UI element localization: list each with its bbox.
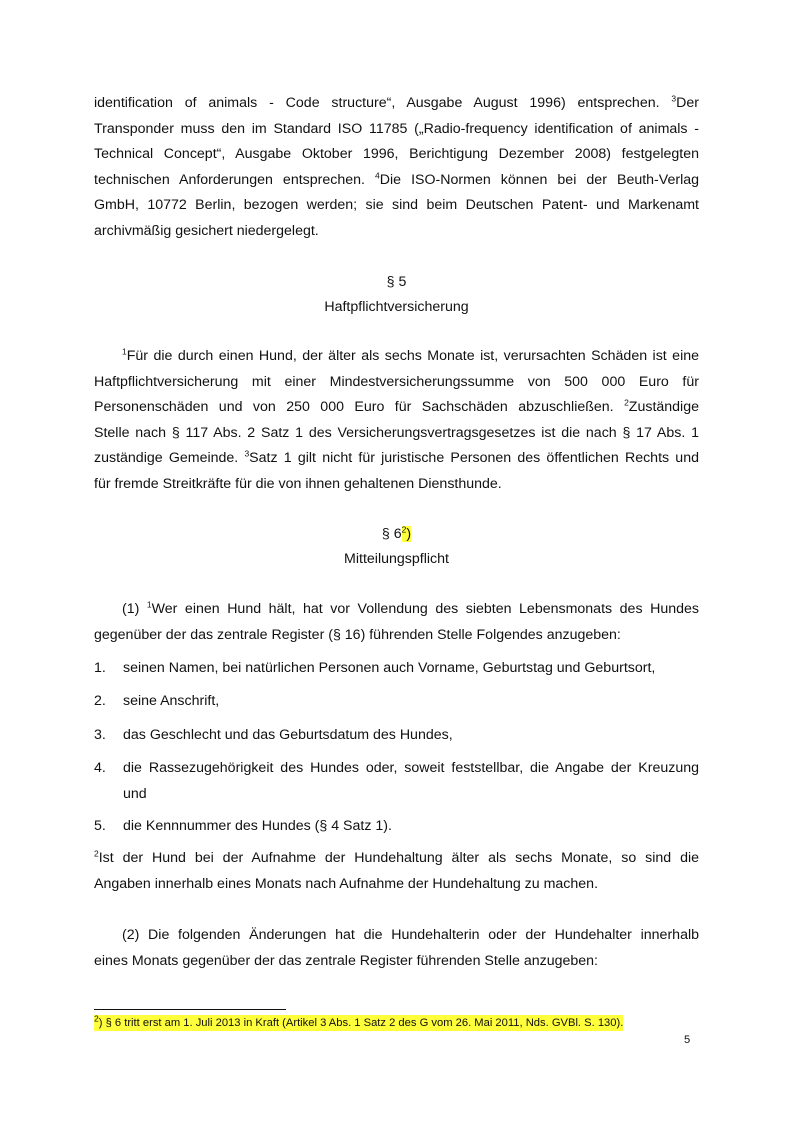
sec6-p1-line-2: gegenüber der das zentrale Register (§ 16) führenden Stelle Folgendes anzugeben: <box>94 626 621 643</box>
list-item-number: 5. <box>94 818 106 834</box>
intro-line-4-end: Die ISO-Normen können bei der Beuth-Verlag <box>379 171 700 188</box>
footnote-text: ) § 6 tritt erst am 1. Juli 2013 in Kraft (Artikel 3 Abs. 1 Satz 2 des G vom 26. Mai 2011, Nds. GVBl. S. 130). <box>98 1017 624 1029</box>
list-item-text: die Rassezugehörigkeit des Hundes oder, soweit feststellbar, die Angabe der Kreuzung <box>123 760 699 776</box>
intro-line-2: Transponder muss den im Standard ISO 11785 („Radio-frequency identification of animals - <box>94 120 699 137</box>
intro-line-6: archivmäßig gesichert niedergelegt. <box>94 222 319 239</box>
sentence-number: 2 <box>624 397 629 408</box>
sec6-p2-line-2: eines Monats gegenüber der das zentrale Register führenden Stelle anzugeben: <box>94 952 598 969</box>
footnote <box>94 1015 623 1031</box>
list-item-number: 1. <box>94 660 106 676</box>
sec6-s2-line-1: Ist der Hund bei der Aufnahme der Hundehaltung älter als sechs Monate, so sind die <box>98 850 699 866</box>
sec6-s2-line-2: Angaben innerhalb eines Monats nach Aufnahme der Hundehaltung zu machen. <box>94 875 599 892</box>
sec5-line-3-end: Zuständige <box>628 399 699 416</box>
intro-line-1-end: Der <box>676 95 699 111</box>
section-6-paragraph-1: (1) $^1$Wer einen Hund hält, hat vor Vollendung des siebten Lebensmonats des Hundes gegenüber der das zentrale Register (§ 16) führenden Stelle Folgendes anzugeben: <box>94 597 699 648</box>
intro-line-5: GmbH, 10772 Berlin, bezogen werden; sie sind beim Deutschen Patent- und Markenamt <box>94 197 699 214</box>
intro-line-4: technischen Anforderungen entsprechen. <box>94 171 376 188</box>
sec5-line-2: Haftpflichtversicherung mit einer Mindestversicherungssumme von 500 000 Euro für <box>94 373 699 390</box>
list-item-text: die Kennnummer des Hundes (§ 4 Satz 1). <box>123 818 392 834</box>
list-item-number: 2. <box>94 693 106 709</box>
section-6-title: Mitteilungspflicht <box>344 551 449 567</box>
list-item-text-continued: und <box>123 785 147 802</box>
sentence-number: 1 <box>146 599 152 610</box>
section-6-number: § $6^2$) <box>381 524 412 542</box>
page-number: 5 <box>684 1034 691 1046</box>
sec5-line-3: Personenschäden und von 250 000 Euro für Sachschäden abzuschließen. <box>94 399 625 416</box>
list-item <box>94 656 699 682</box>
list-item-text: das Geschlecht und das Geburtsdatum des Hundes, <box>123 727 453 743</box>
list-item <box>94 723 699 749</box>
list-item <box>94 756 699 807</box>
list-item-text: seinen Namen, bei natürlichen Personen auch Vorname, Geburtstag und Geburtsort, <box>123 660 656 676</box>
footnote-marker: 2 <box>94 1013 99 1024</box>
section-5-number: § 5 <box>386 274 407 290</box>
list-item-number: 3. <box>94 727 106 743</box>
sentence-number: 2 <box>94 848 99 859</box>
section-6-sentence-2 <box>94 846 699 897</box>
sentence-number: 1 <box>122 346 127 357</box>
list-item <box>94 689 699 715</box>
footnote-separator <box>94 1009 286 1010</box>
sec6-p2-line-1: (2) Die folgenden Änderungen hat die Hundehalterin oder der Hundehalter innerhalb <box>122 927 699 943</box>
footnote-reference[interactable]: $^2$) <box>401 524 412 542</box>
intro-paragraph <box>94 91 699 245</box>
sec6-p1-line-1: Wer einen Hund hält, hat vor Vollendung des siebten Lebensmonats des Hundes <box>151 601 699 617</box>
section-5-title: Haftpflichtversicherung <box>324 299 469 315</box>
sentence-number: 4 <box>375 170 380 181</box>
sec5-line-1: Für die durch einen Hund, der älter als sechs Monate ist, verursachten Schäden ist eine <box>126 348 699 364</box>
sec5-line-6: für fremde Streitkräfte für die von ihnen gehaltenen Diensthunde. <box>94 475 502 492</box>
sentence-number: 3 <box>244 448 250 459</box>
list-item <box>94 814 699 840</box>
sec5-line-5-end: Satz 1 gilt nicht für juristische Personen des öffentlichen Rechts und <box>249 450 699 467</box>
sentence-number: 3 <box>671 93 677 104</box>
list-item-number: 4. <box>94 760 106 776</box>
intro-line-3: Technical Concept“, Ausgabe Oktober 1996, Berichtigung Dezember 2008) festgelegten <box>94 146 699 163</box>
list-item-text: seine Anschrift, <box>123 693 220 709</box>
intro-line-1: identification of animals - Code structure“, Ausgabe August 1996) entsprechen. <box>94 95 672 111</box>
sec5-line-5: zuständige Gemeinde. <box>94 450 245 467</box>
section-6-paragraph-2 <box>94 923 699 974</box>
section-5-paragraph <box>94 344 699 498</box>
sec5-line-4: Stelle nach § 117 Abs. 2 Satz 1 des Versicherungsvertragsgesetzes ist die nach § 17 Abs. 1 <box>94 424 699 441</box>
